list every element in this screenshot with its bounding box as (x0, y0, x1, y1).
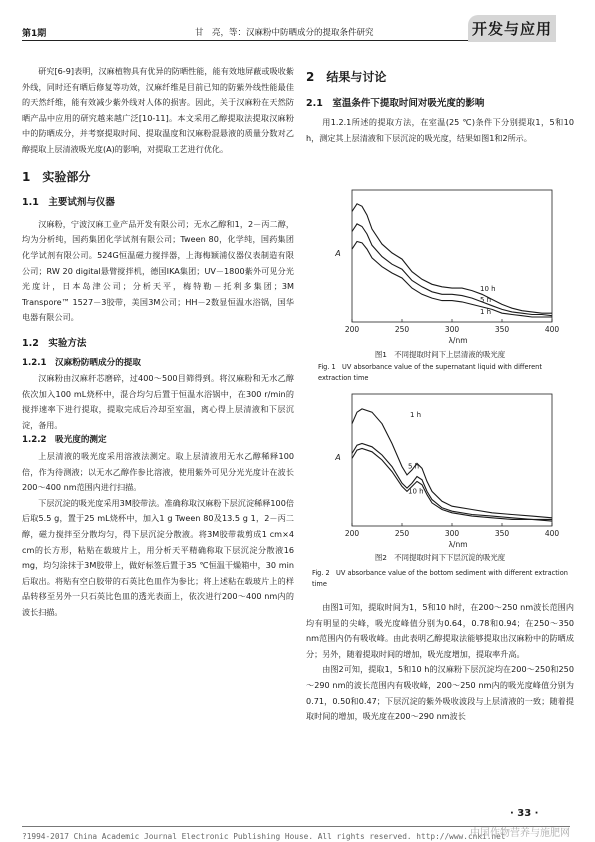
header-rule (22, 40, 468, 41)
series-line-5h (352, 224, 552, 316)
page-number: · 33 · (510, 808, 539, 819)
series-label-10h: 10 h (480, 285, 496, 294)
y-axis-label: A (335, 249, 341, 258)
section-1-1-heading: 1.1 主要试剂与仪器 (22, 197, 115, 209)
running-title: 甘 亮，等：汉麻粉中防晒成分的提取条件研究 (195, 28, 374, 38)
absorbance-paragraph-1: 上层清液的吸光度采用溶液法测定。取上层清液用无水乙醇稀释100倍，作为待测液；以无水乙醇作参比溶液，使用紫外可见分光光度计在波长200～400 nm范围内进行扫描。 (22, 451, 294, 493)
series-label-10h: 10 h (408, 487, 424, 496)
left-column (22, 64, 294, 621)
extraction-paragraph: 汉麻粉由汉麻秆芯磨碎，过400～500目筛得到。将汉麻粉和无水乙醇依次加入100 mL烧杯中，混合均匀后置于恒温水浴锅中，在300 r/min的搅拌速率下进行提取，提取完成后冷却至室温，离心得上层清液和下层沉淀，备用。 (22, 373, 294, 430)
series-label-1h: 1 h (410, 411, 422, 420)
series-line-1h (352, 409, 552, 518)
figure-2-caption-text: UV absorbance value of the bottom sediment with different extraction time (312, 569, 568, 588)
column-name-badge: 开发与应用 (468, 15, 556, 42)
series-line-1h (352, 242, 552, 318)
issue-number: 第1期 (22, 29, 47, 39)
figure-1-discussion: 由图1可知，提取时间为1，5和10 h时，在200～250 nm波长范围内均有明显的尖峰，吸光度峰值分别为0.64，0.78和0.94；在250～350 nm范围内仍有吸收峰。由此表明乙醇提取法能够提取出汉麻粉中的防晒成分；另外，随着提取时间的增加，吸光度增加，提取率升高。 (306, 602, 574, 659)
x-tick-label: 300 (444, 529, 460, 538)
x-tick-label: 200 (344, 325, 360, 334)
x-tick-label: 300 (444, 325, 460, 334)
right-column-top (306, 70, 574, 146)
right-column-bottom (306, 600, 574, 725)
series-label-1h: 1 h (480, 307, 492, 316)
figure-2-label: Fig. 2 (312, 569, 330, 577)
figure-1-caption-text: UV absorbance value of the supernatant liquid with different extraction time (318, 363, 542, 382)
figure-1-chart (330, 184, 560, 346)
x-tick-label: 400 (544, 529, 560, 538)
section-2-1-heading: 2.1 室温条件下提取时间对吸光度的影响 (306, 97, 485, 109)
series-label-5h: 5 h (408, 462, 420, 471)
x-axis-label: λ/nm (448, 336, 468, 345)
figure-2-discussion: 由图2可知，提取1，5和10 h的汉麻粉下层沉淀均在200～250和250～290 nm的波长范围内有吸收峰，200～250 nm内的吸光度峰值分别为0.71，0.50和0.47；下层沉淀的紫外吸收波段与上层清液的一致；随着提取时间的增加，吸光度在200～290 nm波长 (306, 664, 574, 722)
absorbance-paragraph-2: 下层沉淀的吸光度采用3M胶带法。准确称取汉麻粉下层沉淀稀释100倍后取5.5 g，置于25 mL烧杯中，加入1 g Tween 80及13.5 g 1，2－丙二醇，磁力搅拌至分散均匀，得下层沉淀分散液。将3M胶带裁剪成1 cm×4 cm的长方形，粘贴在载玻片上，用分析天平精确称取下层沉淀分散液16 mg，均匀涂抹于3M胶带上，做好标签后置于35 ℃恒温干燥箱中，30 min后取出。将贴有空白胶带的石英比色皿作为参比；将上述粘在载玻片上的样品转移至另外一只石英比色皿的透光表面上，依次进行200～400 nm内的波长扫描。 (22, 497, 294, 617)
section-1-heading: 1 实验部分 (22, 169, 91, 184)
figure-2-svg (330, 388, 560, 550)
series-line-10h (352, 204, 552, 313)
section-2-heading: 2 结果与讨论 (306, 70, 387, 84)
section-1-2-2-heading: 1.2.2 吸光度的测定 (22, 435, 107, 446)
figure-1-caption-en (318, 362, 568, 384)
figure-2-chart (330, 388, 560, 550)
x-tick-label: 350 (494, 529, 510, 538)
figure-1-svg (330, 184, 560, 346)
x-tick-label: 250 (394, 325, 410, 334)
intro-paragraph: 研究[6-9]表明，汉麻植物具有优异的防晒性能，能有效地屏蔽或吸收紫外线，同时还有晒后修复等功效，汉麻纤维是目前已知的防紫外线性能最佳的天然纤维，能有效减少紫外线对人体的损害。因此，关于汉麻粉在天然防晒产品中应用的研究越来越广泛[10-11]。本文采用乙醇提取法提取汉麻粉中的防晒成分，并考察提取时间、提取温度和汉麻粉混悬液的质量分数对乙醇提取上层清液吸光度(A)的影响，对提取工艺进行优化。 (22, 66, 294, 154)
x-tick-label: 400 (544, 325, 560, 334)
copyright-line: ?1994-2017 China Academic Journal Electronic Publishing House. All rights reserved. http://www.cnki.net (22, 832, 506, 841)
method-paragraph: 用1.2.1所述的提取方法，在室温(25 ℃)条件下分别提取1，5和10 h，测定其上层清液和下层沉淀的吸光度，结果如图1和2所示。 (306, 117, 574, 143)
x-tick-label: 250 (394, 529, 410, 538)
x-tick-label: 350 (494, 325, 510, 334)
figure-1-label: Fig. 1 (318, 363, 336, 371)
figure-2-caption-en (312, 568, 574, 590)
series-line-10h (352, 449, 552, 522)
series-label-5h: 5 h (480, 295, 492, 304)
y-axis-label: A (335, 453, 341, 462)
section-1-2-heading: 1.2 实验方法 (22, 337, 87, 349)
section-1-2-1-heading: 1.2.1 汉麻粉防晒成分的提取 (22, 357, 141, 368)
series-line-5h (352, 444, 552, 520)
reagents-paragraph: 汉麻粉，宁波汉麻工业产品开发有限公司；无水乙醇和1，2－丙二醇，均为分析纯，国药集团化学试剂有限公司；Tween 80，化学纯，国药集团化学试剂有限公司。524G恒温磁力搅拌器，上海梅颖浦仪器仪表制造有限公司；RW 20 digital悬臂搅拌机，德国IKA集团；UV－1800紫外可见分光光度计，日本岛津公司；分析天平，梅特勒－托利多集团；3M Transpore™ 1527－3胶带，美国3M公司；HH－2数显恒温水浴锅，国华电器有限公司。 (22, 218, 294, 323)
figure-2-caption-cn: 图2 不同提取时间下下层沉淀的吸光度 (374, 553, 506, 562)
x-axis-label: λ/nm (448, 540, 468, 549)
x-tick-label: 200 (344, 529, 360, 538)
figure-1-caption-cn: 图1 不同提取时间下上层清液的吸光度 (374, 350, 506, 359)
watermark-text: 中国作物营养与施肥网 (470, 828, 570, 839)
